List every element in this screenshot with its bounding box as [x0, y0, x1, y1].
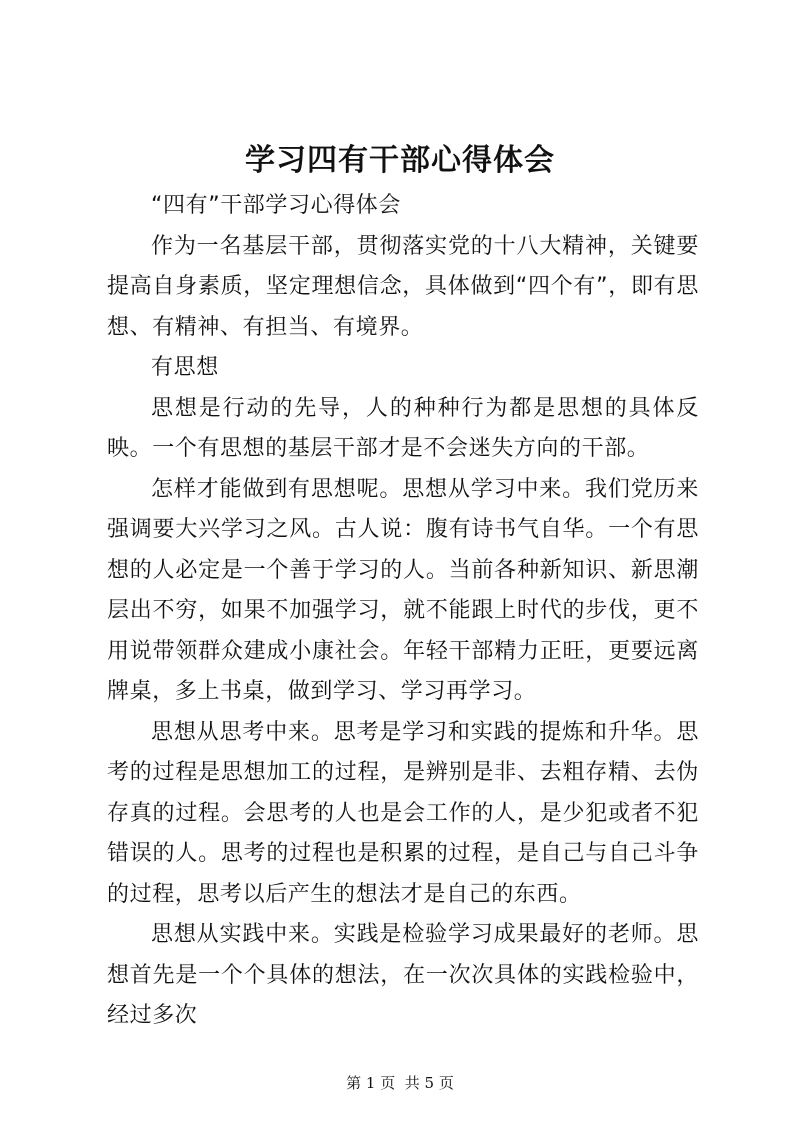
document-body: [107, 186, 699, 1037]
paragraph-practice: 思想从实践中来。实践是检验学习成果最好的老师。思想首先是一个个具体的想法，在一次次具体的实践检验中，经过多次: [107, 922, 699, 1028]
paragraph-learning: 怎样才能做到有思想呢。思想从学习中来。我们党历来强调要大兴学习之风。古人说：腹有诗书气自华。一个有思想的人必定是一个善于学习的人。当前各种新知识、新思潮层出不穷，如果不加强学习，就不能跟上时代的步伐，更不用说带领群众建成小康社会。年轻干部精力正旺，更要远离牌桌，多上书桌，做到学习、学习再学习。: [107, 476, 699, 704]
paragraph-thinking: 思想从思考中来。思考是学习和实践的提炼和升华。思考的过程是思想加工的过程，是辨别是非、去粗存精、去伪存真的过程。会思考的人也是会工作的人，是少犯或者不犯错误的人。思考的过程也是积累的过程，是自己与自己斗争的过程，思考以后产生的想法才是自己的东西。: [107, 719, 699, 907]
document-title: 学习四有干部心得体会: [245, 143, 555, 178]
paragraph-intro: 作为一名基层干部，贯彻落实党的十八大精神，关键要提高自身素质，坚定理想信念，具体做到“四个有”，即有思想、有精神、有担当、有境界。: [107, 233, 699, 340]
paragraph-thought-guide: 思想是行动的先导，人的种种行为都是思想的具体反映。一个有思想的基层干部才是不会迷失方向的干部。: [107, 395, 699, 461]
paragraph-subtitle: “四有”干部学习心得体会: [151, 193, 401, 218]
page-number-footer: 第 1 页 共 5 页: [346, 1074, 454, 1092]
section-heading-thought: 有思想: [151, 355, 219, 380]
